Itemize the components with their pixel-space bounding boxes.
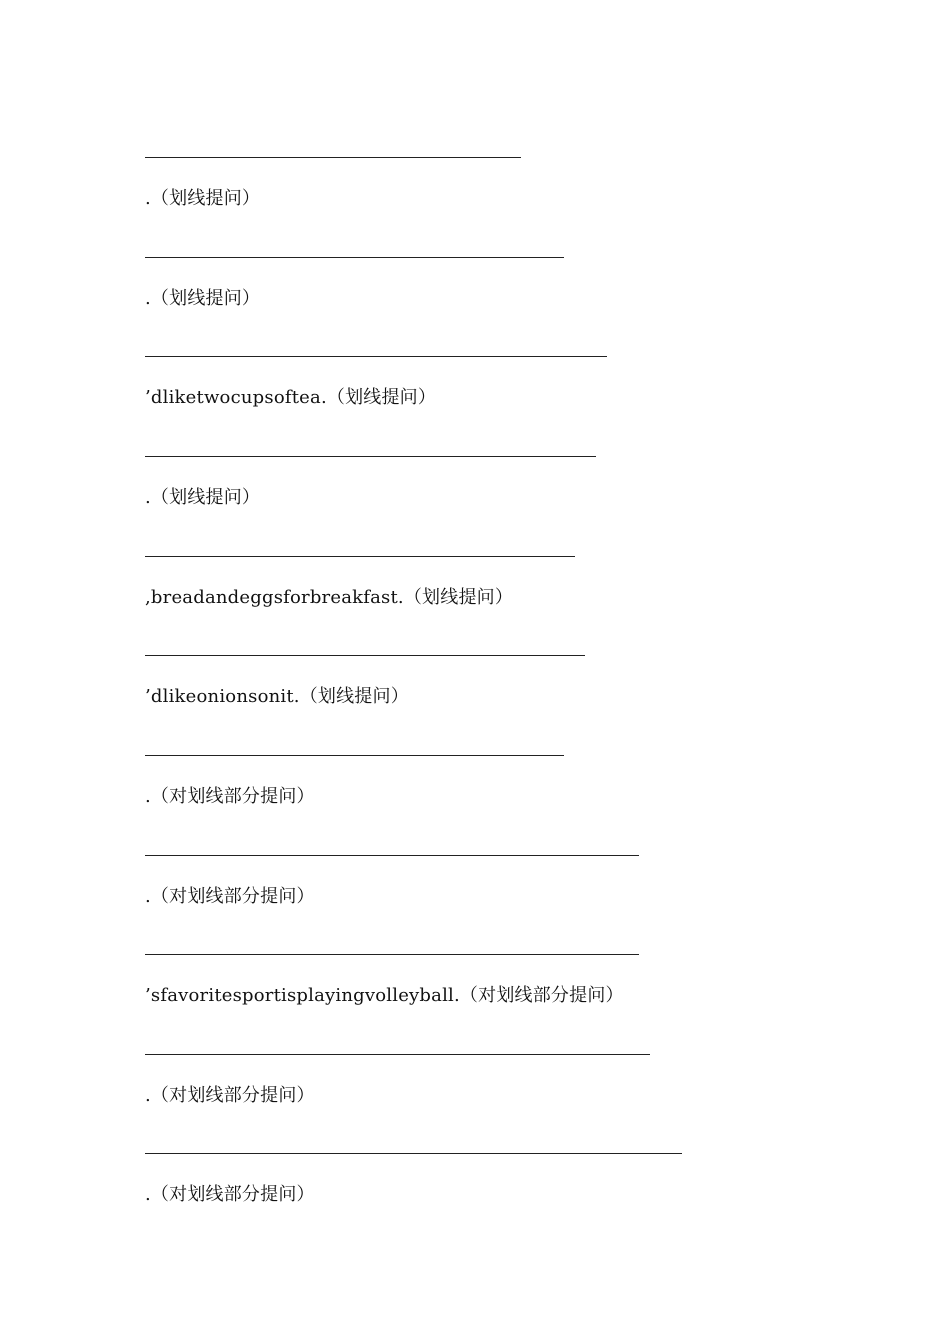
answer-line (145, 257, 564, 258)
question-8: .（对划线部分提问） (145, 886, 315, 907)
answer-line (145, 855, 639, 856)
question-11: .（对划线部分提问） (145, 1184, 315, 1205)
question-10: .（对划线部分提问） (145, 1085, 315, 1106)
question-5: ,breadandeggsforbreakfast.（划线提问） (145, 587, 514, 608)
question-3: ’dliketwocupsoftea.（划线提问） (145, 387, 437, 408)
answer-line (145, 755, 564, 756)
answer-line (145, 954, 639, 955)
question-6: ’dlikeonionsonit.（划线提问） (145, 686, 409, 707)
question-9: ’sfavoritesportisplayingvolleyball.（对划线部分提问） (145, 985, 624, 1006)
question-4: .（划线提问） (145, 487, 261, 508)
question-2: .（划线提问） (145, 288, 261, 309)
question-7: .（对划线部分提问） (145, 786, 315, 807)
answer-line (145, 456, 596, 457)
answer-line (145, 1054, 650, 1055)
answer-line (145, 157, 521, 158)
answer-line (145, 1153, 682, 1154)
answer-line (145, 356, 607, 357)
answer-line (145, 556, 575, 557)
answer-line (145, 655, 585, 656)
question-1: .（划线提问） (145, 188, 261, 209)
